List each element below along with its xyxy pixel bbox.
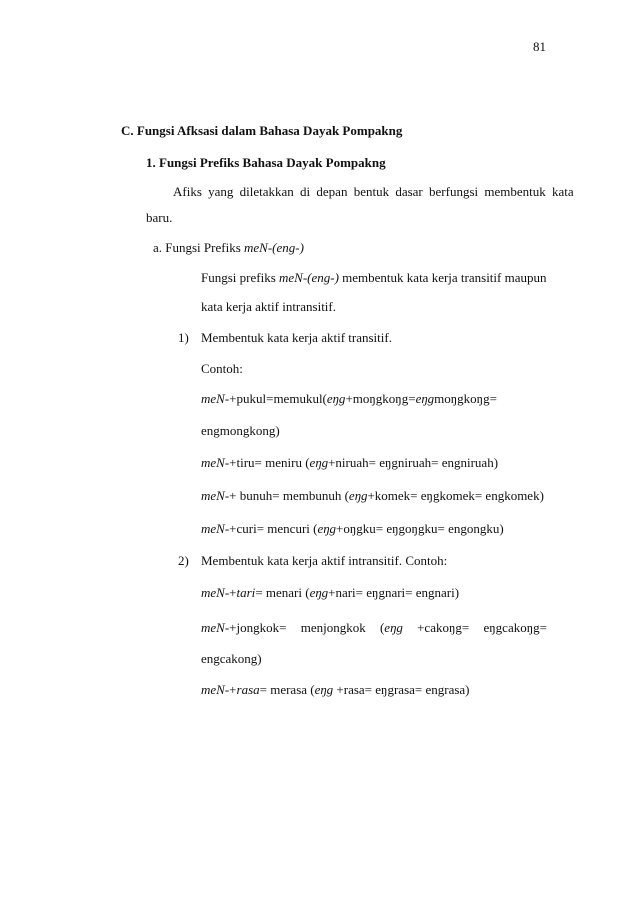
text-segment: + xyxy=(229,585,237,600)
italic-segment: eŋg xyxy=(314,682,334,697)
italic-segment: meN- xyxy=(201,521,230,536)
intro-line-1 xyxy=(173,184,574,200)
text-segment: + xyxy=(229,682,237,697)
text-segment: +oŋgku= eŋgoŋgku= engongku) xyxy=(336,521,504,536)
intro-text: Afiks yang diletakkan di depan bentuk dasar berfungsi membentuk kata xyxy=(173,184,574,199)
text-segment: ( xyxy=(379,620,385,635)
point-a-desc-line-1 xyxy=(201,270,547,286)
item-1-number: 1) xyxy=(178,330,189,345)
example-2-col-2 xyxy=(301,620,366,636)
italic-segment: eŋg xyxy=(384,620,403,635)
item-1-example-3 xyxy=(201,488,544,504)
item-2-title: Membentuk kata kerja aktif intransitif. Contoh: xyxy=(201,553,448,568)
text-segment: +rasa= eŋgrasa= engrasa) xyxy=(333,682,470,697)
item-1-contoh: Contoh: xyxy=(201,361,243,376)
example-2-col-1 xyxy=(201,620,286,636)
italic-segment: meN- xyxy=(201,488,230,503)
text-segment: moŋgkoŋg= xyxy=(434,391,497,406)
text-segment: +pukul=memukul( xyxy=(229,391,327,406)
item-1-example-1 xyxy=(201,391,497,407)
italic-segment: rasa xyxy=(236,682,260,697)
text-segment: menjongkok xyxy=(300,620,366,635)
text-segment: +moŋgkoŋg= xyxy=(345,391,416,406)
point-a-desc-pre: Fungsi prefiks xyxy=(201,270,279,285)
subsection-heading: 1. Fungsi Prefiks Bahasa Dayak Pompakng xyxy=(146,155,386,170)
point-a-desc-post: membentuk kata kerja transitif maupun xyxy=(338,270,547,285)
point-a-term: meN-(eng-) xyxy=(244,240,304,255)
text-segment: = merasa ( xyxy=(259,682,315,697)
text-segment: +niruah= eŋgniruah= engniruah) xyxy=(328,455,499,470)
text-segment: +tiru= meniru ( xyxy=(229,455,310,470)
example-2-col-3 xyxy=(380,620,403,636)
italic-segment: tari xyxy=(236,585,256,600)
point-a-label: a. Fungsi Prefiks xyxy=(153,240,244,255)
item-2-example-1 xyxy=(201,585,459,601)
item-2-example-3 xyxy=(201,682,470,698)
text-segment: +jongkok= xyxy=(229,620,287,635)
text-segment: +cakoŋg= xyxy=(417,620,470,635)
section-label: C xyxy=(121,123,131,138)
item-2-example-2 xyxy=(201,620,547,636)
item-2-example-2-cont: engcakong) xyxy=(201,651,262,666)
item-1-title: Membentuk kata kerja aktif transitif. xyxy=(201,330,392,345)
section-heading xyxy=(121,123,402,139)
italic-segment: meN- xyxy=(201,585,230,600)
item-1-example-2 xyxy=(201,455,498,471)
text-segment: +nari= eŋgnari= engnari) xyxy=(328,585,460,600)
italic-segment: eŋg xyxy=(309,455,329,470)
italic-segment: eŋg xyxy=(348,488,368,503)
italic-segment: eŋg xyxy=(317,521,337,536)
point-a-desc-term: meN-(eng-) xyxy=(279,270,339,285)
intro-line-2: baru. xyxy=(146,210,173,225)
page-number: 81 xyxy=(533,39,546,54)
text-segment: = menari ( xyxy=(255,585,310,600)
italic-segment: meN- xyxy=(201,620,230,635)
text-segment: + bunuh= membunuh ( xyxy=(229,488,349,503)
example-2-col-4 xyxy=(417,620,469,636)
italic-segment: eŋg xyxy=(326,391,346,406)
point-a-desc-line-2: kata kerja aktif intransitif. xyxy=(201,299,337,314)
item-1-example-1-cont: engmongkong) xyxy=(201,423,280,438)
italic-segment: meN- xyxy=(201,455,230,470)
italic-segment: eŋg xyxy=(309,585,329,600)
example-2-col-5 xyxy=(483,620,547,636)
italic-segment: eŋg xyxy=(415,391,435,406)
text-segment: +curi= mencuri ( xyxy=(229,521,318,536)
text-segment: eŋgcakoŋg= xyxy=(483,620,547,635)
section-title: . Fungsi Afksasi dalam Bahasa Dayak Pompakng xyxy=(130,123,403,138)
italic-segment: meN- xyxy=(201,682,230,697)
item-1-example-4 xyxy=(201,521,504,537)
text-segment: +komek= eŋgkomek= engkomek) xyxy=(367,488,544,503)
italic-segment: meN- xyxy=(201,391,230,406)
point-a-heading xyxy=(153,240,304,256)
item-2-number: 2) xyxy=(178,553,189,568)
